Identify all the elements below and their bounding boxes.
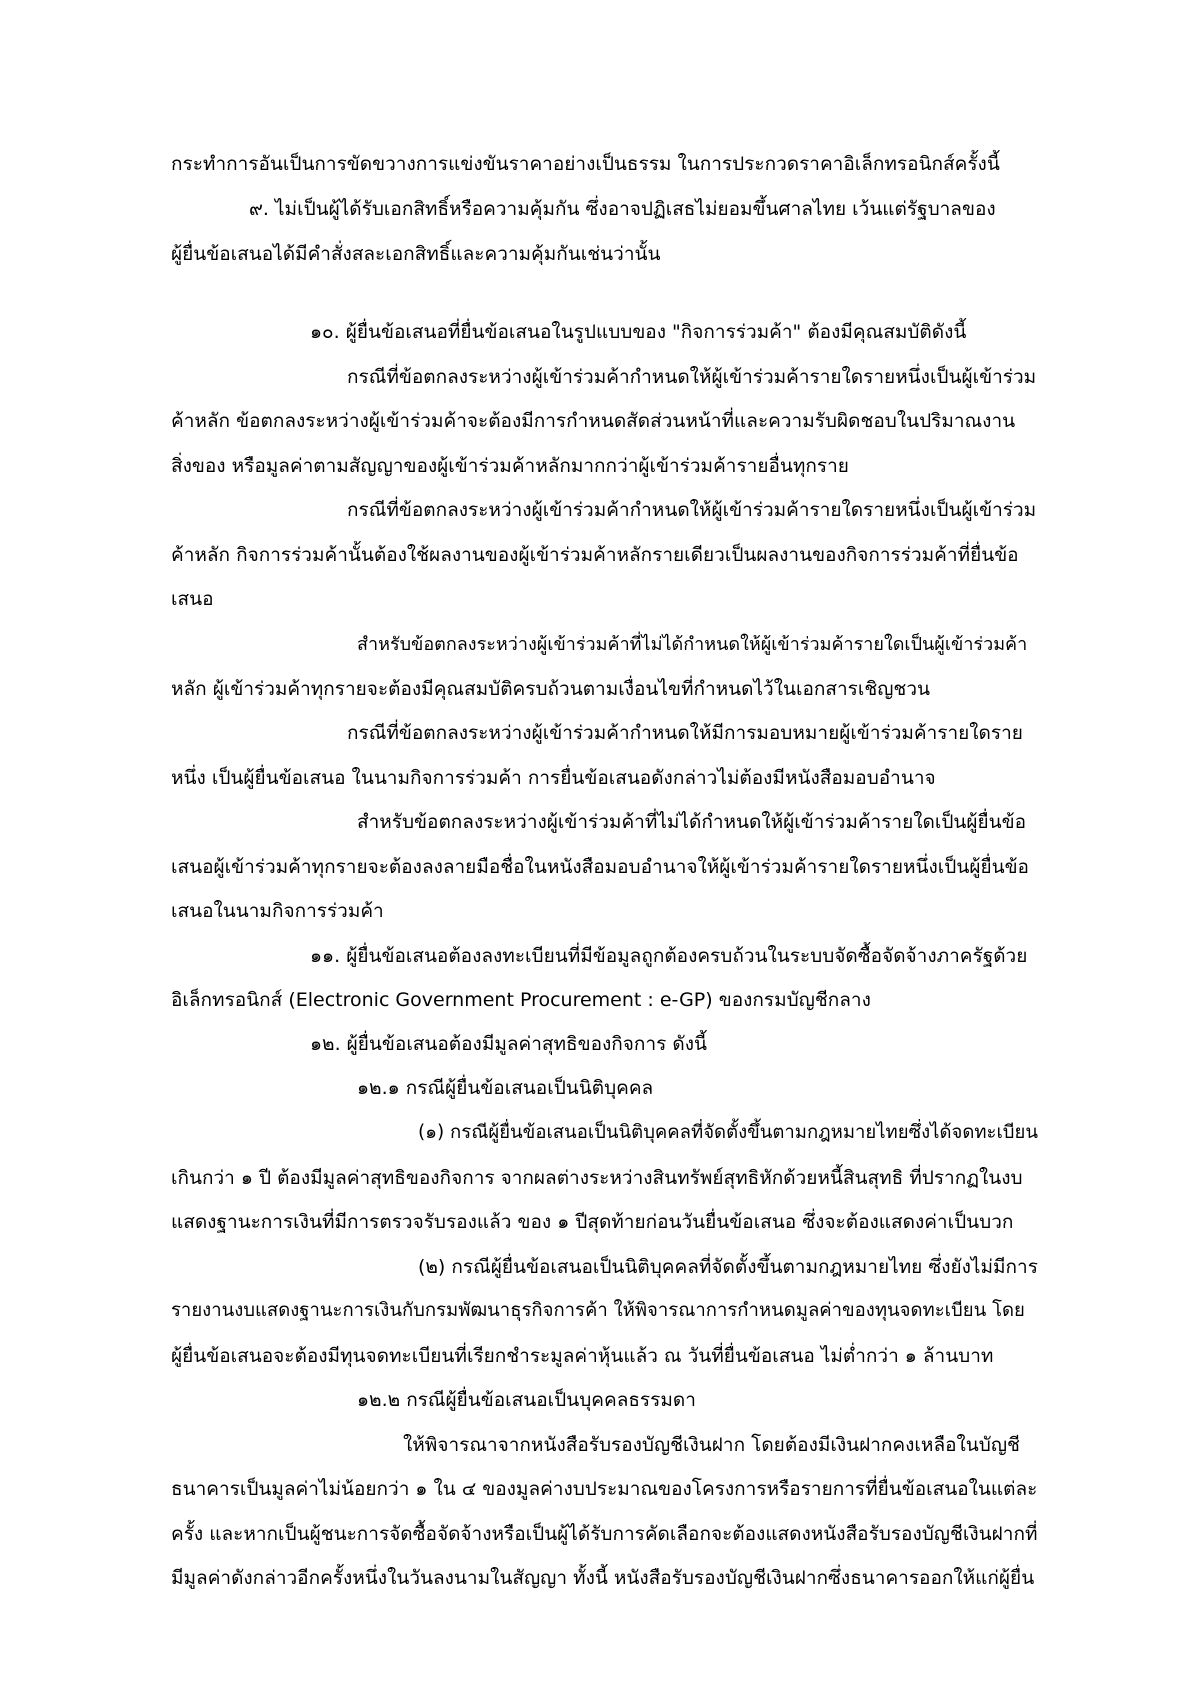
text-line (0, 667, 1191, 711)
text-line (0, 1066, 1191, 1110)
text-line (0, 142, 1191, 186)
text-line (0, 1111, 1191, 1155)
text-line (0, 488, 1191, 532)
text-line (0, 232, 1191, 276)
line-text: กรณีที่ข้อตกลงระหว่างผู้เข้าร่วมค้ากำหนดให้ผู้เข้าร่วมค้ารายใดรายหนึ่งเป็นผู้เข้าร่วม (347, 366, 1037, 388)
text-line (0, 533, 1191, 577)
line-text: เกินกว่า ๑ ปี ต้องมีมูลค่าสุทธิของกิจการ จากผลต่างระหว่างสินทรัพย์สุทธิหักด้วยหนี้สินสุทธิ ที่ปรากฏในงบ (171, 1167, 1023, 1189)
line-text: สำหรับข้อตกลงระหว่างผู้เข้าร่วมค้าที่ไม่ได้กำหนดให้ผู้เข้าร่วมค้ารายใดเป็นผู้ยื่นข้อ (357, 811, 1027, 833)
text-line (0, 1156, 1191, 1200)
line-text: ค้าหลัก ข้อตกลงระหว่างผู้เข้าร่วมค้าจะต้องมีการกำหนดสัดส่วนหน้าที่และความรับผิดชอบในปริมาณงาน (171, 410, 1016, 432)
text-line (0, 756, 1191, 800)
text-line (0, 1512, 1191, 1556)
text-line (0, 577, 1191, 621)
line-text: ๑๑. ผู้ยื่นข้อเสนอต้องลงทะเบียนที่มีข้อมูลถูกต้องครบถ้วนในระบบจัดซื้อจัดจ้างภาครัฐด้วย (310, 945, 1028, 967)
text-line (0, 310, 1191, 354)
line-text: แสดงฐานะการเงินที่มีการตรวจรับรองแล้ว ของ ๑ ปีสุดท้ายก่อนวันยื่นข้อเสนอ ซึ่งจะต้องแสดงค่าเป็นบวก (171, 1211, 1014, 1233)
line-text: ผู้ยื่นข้อเสนอได้มีคำสั่งสละเอกสิทธิ์และความคุ้มกันเช่นว่านั้น (171, 243, 661, 265)
line-text: ค้าหลัก กิจการร่วมค้านั้นต้องใช้ผลงานของผู้เข้าร่วมค้าหลักรายเดียวเป็นผลงานของกิจการร่วมค้าที่ยื่นข้อ (171, 544, 1019, 566)
line-text: กระทำการอันเป็นการขัดขวางการแข่งขันราคาอย่างเป็นธรรม ในการประกวดราคาอิเล็กทรอนิกส์ครั้งนี้ (171, 153, 1000, 175)
text-line (0, 711, 1191, 755)
text-line (0, 1245, 1191, 1289)
text-line (0, 845, 1191, 889)
line-text: เสนอผู้เข้าร่วมค้าทุกรายจะต้องลงลายมือชื่อในหนังสือมอบอำนาจให้ผู้เข้าร่วมค้ารายใดรายหนึ่งเป็นผู้ยื่นข้อ (171, 856, 1029, 878)
text-line (0, 889, 1191, 933)
text-line (0, 800, 1191, 844)
line-text: ครั้ง และหากเป็นผู้ชนะการจัดซื้อจัดจ้างหรือเป็นผู้ได้รับการคัดเลือกจะต้องแสดงหนังสือรับรองบัญชีเงินฝากที่ (171, 1523, 1038, 1545)
text-line (0, 399, 1191, 443)
text-line (0, 1423, 1191, 1467)
line-text: อิเล็กทรอนิกส์ (Electronic Government Procurement : e-GP) ของกรมบัญชีกลาง (171, 989, 871, 1011)
text-line (0, 1556, 1191, 1600)
line-text: เสนอในนามกิจการร่วมค้า (171, 900, 384, 922)
text-line (0, 1334, 1191, 1378)
line-text: ให้พิจารณาจากหนังสือรับรองบัญชีเงินฝาก โดยต้องมีเงินฝากคงเหลือในบัญชี (403, 1434, 1020, 1456)
text-line (0, 1467, 1191, 1511)
text-line (0, 355, 1191, 399)
line-text: (๑) กรณีผู้ยื่นข้อเสนอเป็นนิติบุคคลที่จัดตั้งขึ้นตามกฎหมายไทยซึ่งได้จดทะเบียน (418, 1122, 1039, 1143)
line-text: หนึ่ง เป็นผู้ยื่นข้อเสนอ ในนามกิจการร่วมค้า การยื่นข้อเสนอดังกล่าวไม่ต้องมีหนังสือมอบอำนาจ (171, 767, 936, 789)
text-line (0, 934, 1191, 978)
text-line (0, 1200, 1191, 1244)
line-text: สิ่งของ หรือมูลค่าตามสัญญาของผู้เข้าร่วมค้าหลักมากกว่าผู้เข้าร่วมค้ารายอื่นทุกราย (171, 455, 849, 477)
line-text: ๑๒.๒ กรณีผู้ยื่นข้อเสนอเป็นบุคคลธรรมดา (357, 1389, 696, 1411)
text-line (0, 1289, 1191, 1333)
line-text: ๑๒. ผู้ยื่นข้อเสนอต้องมีมูลค่าสุทธิของกิจการ ดังนี้ (310, 1033, 707, 1055)
text-line (0, 444, 1191, 488)
line-text: หลัก ผู้เข้าร่วมค้าทุกรายจะต้องมีคุณสมบัติครบถ้วนตามเงื่อนไขที่กำหนดไว้ในเอกสารเชิญชวน (171, 678, 930, 700)
text-line (0, 1378, 1191, 1422)
line-text: (๒) กรณีผู้ยื่นข้อเสนอเป็นนิติบุคคลที่จัดตั้งขึ้นตามกฎหมายไทย ซึ่งยังไม่มีการ (418, 1256, 1038, 1278)
text-line (0, 1022, 1191, 1066)
line-text: ผู้ยื่นข้อเสนอจะต้องมีทุนจดทะเบียนที่เรียกชำระมูลค่าหุ้นแล้ว ณ วันที่ยื่นข้อเสนอ ไม่ต่ำกว่า ๑ ล้านบาท (171, 1345, 994, 1367)
text-line (0, 187, 1191, 231)
line-text: เสนอ (171, 588, 214, 610)
text-line (0, 978, 1191, 1022)
line-text: กรณีที่ข้อตกลงระหว่างผู้เข้าร่วมค้ากำหนดให้มีการมอบหมายผู้เข้าร่วมค้ารายใดราย (347, 722, 1023, 744)
line-text: รายงานงบแสดงฐานะการเงินกับกรมพัฒนาธุรกิจการค้า ให้พิจารณาการกำหนดมูลค่าของทุนจดทะเบียน โดย (171, 1300, 1025, 1321)
line-text: สำหรับข้อตกลงระหว่างผู้เข้าร่วมค้าที่ไม่ได้กำหนดให้ผู้เข้าร่วมค้ารายใดเป็นผู้เข้าร่วมค้า (357, 634, 1028, 655)
line-text: ๙. ไม่เป็นผู้ได้รับเอกสิทธิ์หรือความคุ้มกัน ซึ่งอาจปฏิเสธไม่ยอมขึ้นศาลไทย เว้นแต่รัฐบาลของ (249, 198, 996, 220)
text-line (0, 623, 1191, 667)
line-text: ธนาคารเป็นมูลค่าไม่น้อยกว่า ๑ ใน ๔ ของมูลค่างบประมาณของโครงการหรือรายการที่ยื่นข้อเสนอในแต่ละ (171, 1478, 1038, 1500)
line-text: ๑๐. ผู้ยื่นข้อเสนอที่ยื่นข้อเสนอในรูปแบบของ "กิจการร่วมค้า" ต้องมีคุณสมบัติดังนี้ (310, 321, 967, 343)
line-text: กรณีที่ข้อตกลงระหว่างผู้เข้าร่วมค้ากำหนดให้ผู้เข้าร่วมค้ารายใดรายหนึ่งเป็นผู้เข้าร่วม (347, 499, 1037, 521)
line-text: มีมูลค่าดังกล่าวอีกครั้งหนึ่งในวันลงนามในสัญญา ทั้งนี้ หนังสือรับรองบัญชีเงินฝากซึ่งธนาคารออกให้แก่ผู้ยื่น (171, 1567, 1035, 1589)
line-text: ๑๒.๑ กรณีผู้ยื่นข้อเสนอเป็นนิติบุคคล (357, 1077, 654, 1099)
